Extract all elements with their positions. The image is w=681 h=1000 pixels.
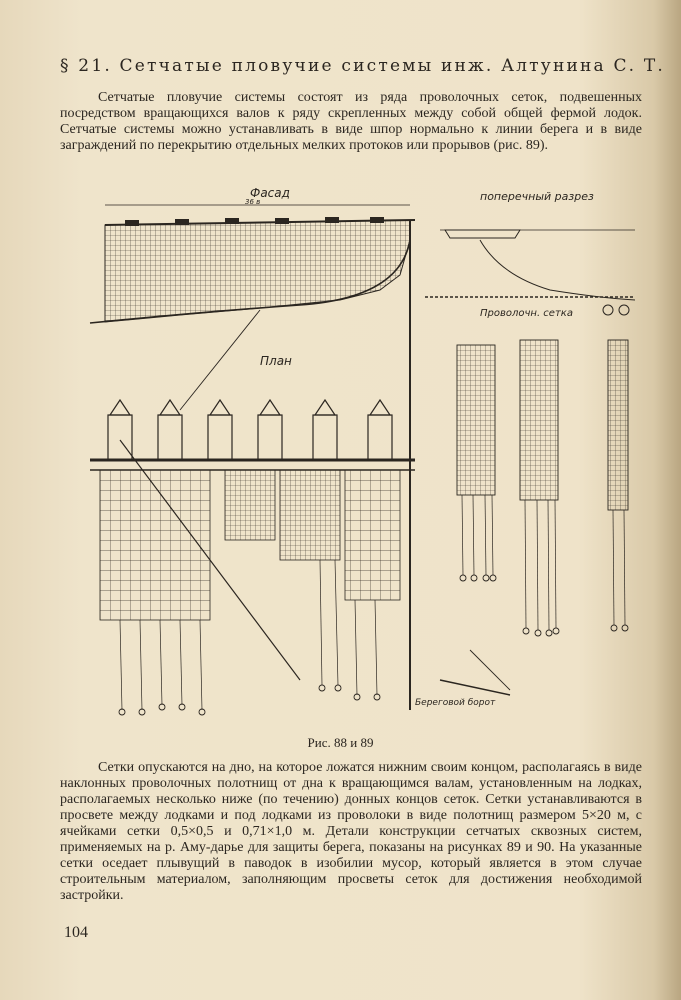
paragraph-intro: Сетчатые пловучие системы состоят из ряда проволочных сеток, подвешенных посредством вращающихся валов к ряду скрепленных между собой общей фермой лодок. Сетчатые системы можно устанавливать в виде шпор нормально к линии берега и в виде заграждений по перекрытию отдельных мелких протоков или прорывов (рис. 89).	[60, 90, 642, 153]
paragraph-details: Сетки опускаются на дно, на которое ложатся нижним своим концом, располагаясь в виде наклонных проволочных полотнищ от дна к вращающимся валам, установленным на лодках, располагаемых несколько ниже (по течению) донных концов сеток. Сетки устанавливаются в просвете между лодками и под лодками из проволоки в виде полотнищ размером 5×20 м, с ячейками сетки 0,5×0,5 и 0,71×1,0 м. Детали конструкции сетчатых сквозных систем, применяемых на р. Аму-дарье для защиты берега, показаны на рисунках 89 и 90. На указанные сетки оседает плывущий в паводок в изобилии мусор, который является в этом случае строительным материалом, заполняющим просветы сеток для достижения необходимой застройки.	[60, 760, 642, 903]
facade-label: Фасад	[250, 186, 290, 200]
plan-view	[90, 310, 415, 715]
wire-mesh-label: Проволочн. сетка	[480, 308, 573, 319]
detail-view	[440, 340, 628, 695]
page-number: 104	[64, 924, 88, 941]
drawing-svg	[80, 180, 650, 730]
bank-boom-label: Береговой борот	[415, 698, 496, 708]
cross-section-label: поперечный разрез	[480, 190, 594, 203]
figure-caption: Рис. 88 и 89	[307, 735, 374, 750]
cross-section-view	[425, 190, 635, 315]
technical-drawing	[80, 180, 650, 730]
facade-view	[90, 186, 415, 710]
plan-label: План	[260, 354, 292, 368]
section-heading: § 21. Сетчатые пловучие системы инж. Алтунина С. Т.	[60, 56, 666, 76]
facade-length-label: 36 в	[245, 198, 261, 206]
